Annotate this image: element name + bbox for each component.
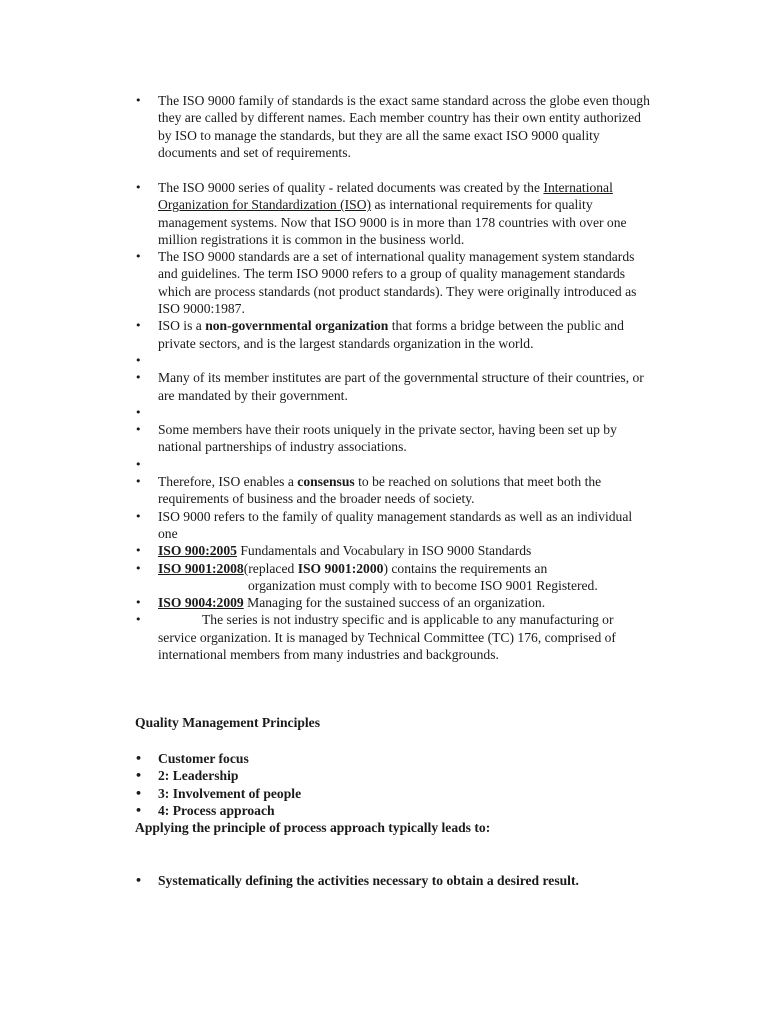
applying-heading: Applying the principle of process approach typically leads to:: [135, 820, 491, 835]
bullet-icon: •: [135, 596, 142, 610]
principle-item: [135, 750, 655, 767]
list-item-empty: [135, 404, 655, 421]
bullet-icon: •: [135, 769, 143, 783]
list-item: [135, 594, 655, 611]
bullet-icon: •: [135, 803, 143, 817]
principle-item: [135, 802, 655, 819]
iso-link[interactable]: International Organization for Standardization (ISO): [158, 180, 613, 213]
list-item-empty: [135, 352, 655, 369]
list-item-empty: [135, 456, 655, 473]
bullet-icon: •: [135, 319, 142, 333]
bullet-icon: •: [135, 181, 142, 194]
list-item-bold: consensus: [297, 474, 355, 490]
list-item-bold: non-governmental organization: [205, 318, 389, 334]
bullet-icon: •: [135, 457, 142, 471]
list-item: [135, 179, 655, 248]
list-item-text: ISO 9000 refers to the family of quality management standards as well as an individual one: [158, 508, 633, 541]
outcome-label: Systematically defining the activities necessary to obtain a desired result.: [158, 873, 579, 888]
standard-link-iso-900-2005[interactable]: ISO 900:2005: [158, 543, 237, 559]
bullet-icon: •: [135, 423, 142, 437]
list-item-text-pre: The ISO 9000 series of quality - related documents was created by the: [158, 180, 544, 195]
principle-item: [135, 767, 655, 784]
list-item-text: Many of its member institutes are part of the governmental structure of their countries, or are mandated by their government.: [158, 370, 644, 403]
bullet-icon: •: [135, 353, 142, 367]
list-item-text: Some members have their roots uniquely in the private sector, having been set up by national partnerships of industry associations.: [158, 422, 617, 455]
bullet-icon: •: [135, 874, 143, 887]
list-item: [135, 560, 655, 595]
bullet-icon: •: [135, 752, 143, 765]
principle-item: [135, 785, 655, 802]
outcome-list: [135, 872, 695, 889]
list-item-text-pre: (replaced: [243, 560, 298, 576]
list-item: [135, 508, 655, 543]
list-item-text-pre: ISO is a: [158, 318, 206, 334]
list-item: [135, 421, 655, 456]
standard-link-iso-9001-2008[interactable]: ISO 9001:2008: [158, 560, 244, 576]
list-item: [135, 542, 655, 559]
bullet-icon: •: [135, 475, 142, 489]
list-item-text-post: to be reached on solutions that meet both the requirements of business and the broader needs of society.: [158, 474, 602, 507]
bullet-icon: •: [135, 509, 142, 523]
bullet-icon: •: [135, 786, 143, 800]
list-item-text-post: as international requirements for quality management systems. Now that ISO 9000 is in more than 178 countries with over one million registrations it is common in the business world.: [158, 197, 627, 247]
principles-heading: Quality Management Principles: [135, 715, 321, 730]
bullet-icon: •: [135, 405, 142, 419]
list-item: [135, 611, 655, 663]
bullet-list-2: [135, 179, 655, 663]
list-item: [135, 473, 655, 508]
list-item-text-post: Fundamentals and Vocabulary in ISO 9000 Standards: [236, 543, 532, 559]
list-item: [135, 248, 655, 317]
list-item-continuation: organization must comply with to become ISO 9001 Registered.: [248, 577, 598, 593]
list-item-text-pre: Therefore, ISO enables a: [158, 474, 298, 490]
bullet-icon: •: [135, 250, 142, 264]
standard-link-iso-9004-2009[interactable]: ISO 9004:2009: [158, 595, 244, 611]
list-item-text-post: Managing for the sustained success of an organization.: [243, 595, 546, 611]
principle-label: 2: Leadership: [158, 768, 239, 784]
bullet-icon: •: [135, 94, 142, 107]
list-item: [135, 92, 655, 161]
principles-list: [135, 750, 655, 819]
bullet-icon: •: [135, 371, 142, 385]
list-item-text-post: that forms a bridge between the public and private sectors, and is the largest standards organization in the world.: [158, 318, 624, 351]
list-item-text: The ISO 9000 family of standards is the exact same standard across the globe even though they are called by different names. Each member country has their own entity authorized by ISO to manage the standards, but they are all the same exact ISO 9000 quality documents and set of requirements.: [158, 93, 650, 160]
list-item-text: The ISO 9000 standards are a set of international quality management system standards and guidelines. The term ISO 9000 refers to a group of quality management standards which are process standards (not product standards). They were originally introduced as ISO 9000:1987.: [158, 249, 637, 317]
list-item-bold: ISO 9001:2000: [297, 560, 384, 576]
bullet-icon: •: [135, 561, 142, 575]
list-item: [135, 317, 655, 352]
list-item-text: The series is not industry specific and is applicable to any manufacturing or service organization. It is managed by Technical Committee (TC) 176, comprised of international members from many industries and backgrounds.: [158, 612, 616, 663]
bullet-icon: •: [135, 613, 142, 627]
bullet-list-1: [135, 92, 655, 161]
principle-label: 4: Process approach: [158, 802, 275, 818]
outcome-item: [135, 872, 695, 889]
principle-label: 3: Involvement of people: [158, 785, 302, 801]
principle-label: Customer focus: [158, 751, 249, 766]
list-item-text-post: ) contains the requirements an: [383, 560, 548, 576]
list-item: [135, 369, 655, 404]
bullet-icon: •: [135, 544, 142, 558]
